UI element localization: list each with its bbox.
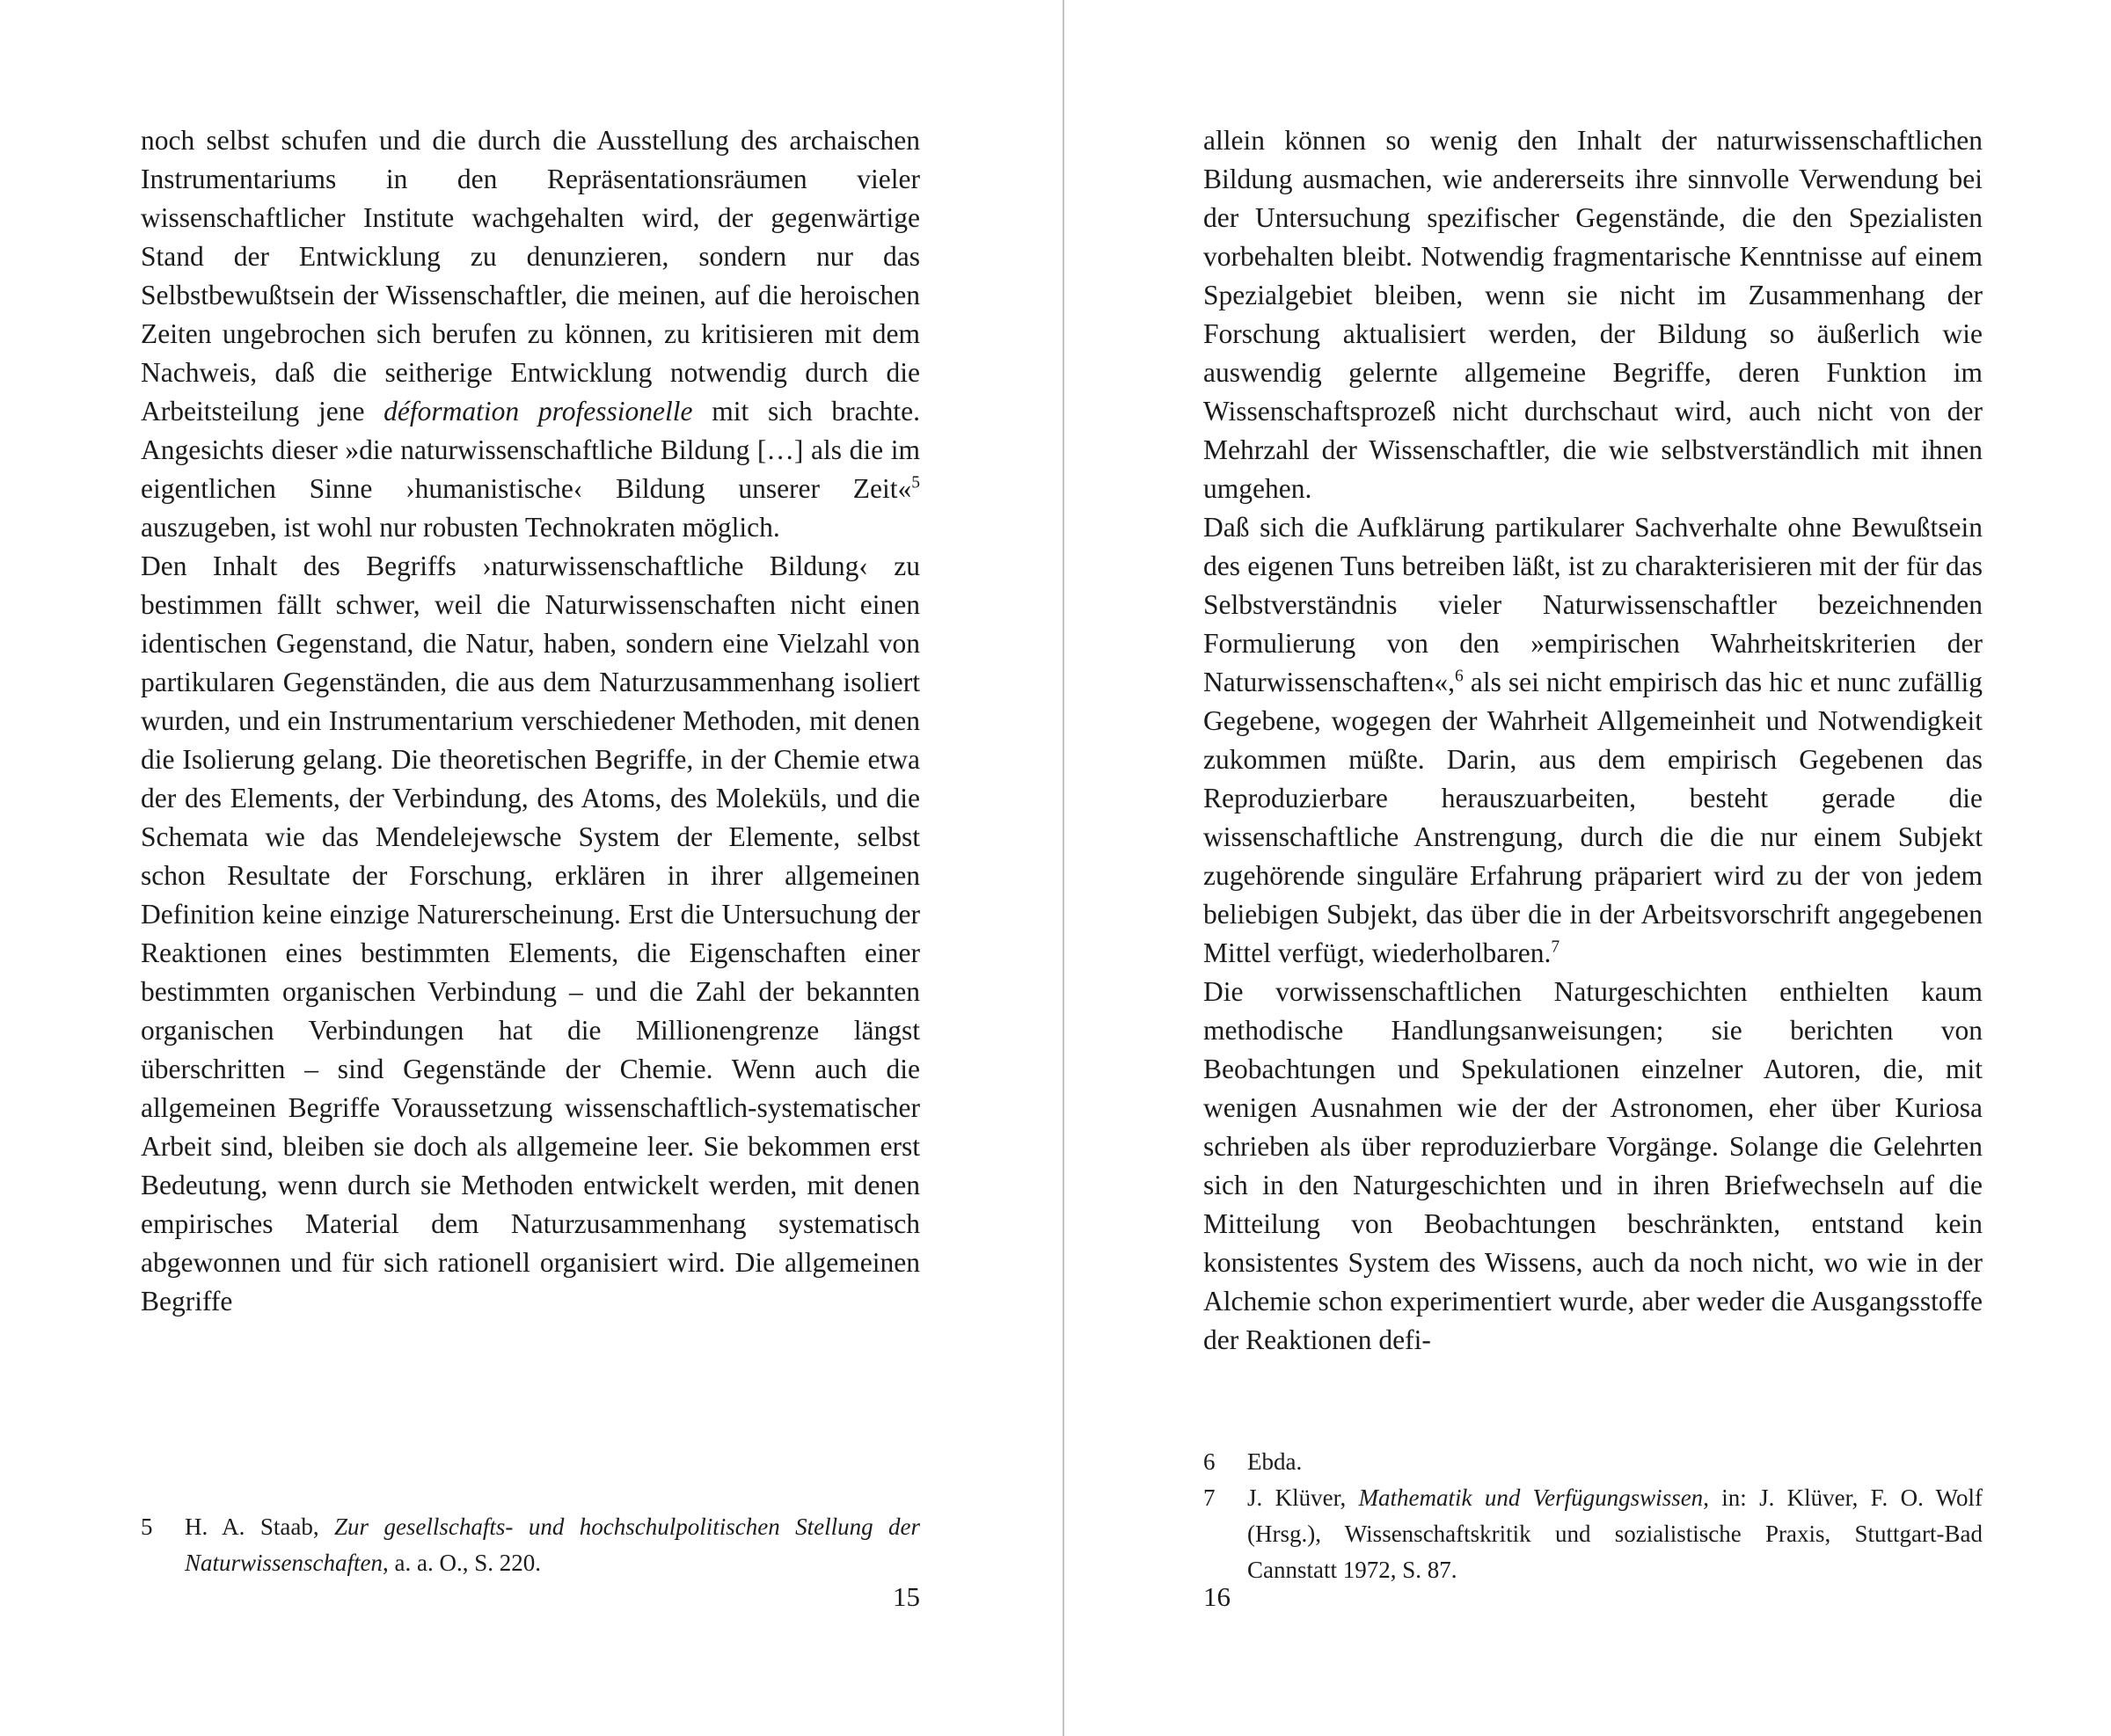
paragraph: Den Inhalt des Begriffs ›naturwissenschaftliche Bildung‹ zu bestimmen fällt schwer, weil die Naturwissenschaften nicht einen identischen Gegenstand, die Natur, haben, sondern eine Vielzahl von partikularen Gegenständen, die aus dem Naturzusammenhang isoliert wurden, und ein Instrumentarium verschiedener Methoden, mit denen die Isolierung gelang. Die theoretischen Begriffe, in der Chemie etwa der des Elements, der Verbindung, des Atoms, des Moleküls, und die Schemata wie das Mendelejewsche System der Elemente, selbst schon Resultate der Forschung, erklären in ihrer allgemeinen Definition keine einzige Naturerscheinung. Erst die Untersuchung der Reaktionen eines bestimmten Elements, die Eigenschaften einer bestimmten organischen Verbindung – und die Zahl der bekannten organischen Verbindungen hat die Millionengrenze längst überschritten – sind Gegenstände der Chemie. Wenn auch die allgemeinen Begriffe Voraussetzung wissenschaftlich-systematischer Arbeit sind, bleiben sie doch als allgemeine leer. Sie bekommen erst Bedeutung, wenn durch sie Methoden entwickelt werden, mit denen empirisches Material dem Naturzusammenhang systematisch abgewonnen und für sich rationell organisiert wird. Die allgemeinen Begriffe <box>141 551 920 1317</box>
body-text-right <box>1203 121 1983 1360</box>
footnotes-left <box>141 1509 920 1581</box>
paragraph: Daß sich die Aufklärung partikularer Sachverhalte ohne Bewußtsein des eigenen Tuns betreiben läßt, ist zu charakterisieren mit der für das Selbstverständnis vieler Naturwissenschaftler bezeichnenden Formulierung von den »empirischen Wahrheitskriterien der Naturwissenschaften«,$^6$ als sei nicht empirisch das hic et nunc zufällig Gegebene, wogegen der Wahrheit Allgemeinheit und Notwendigkeit zukommen müßte. Darin, aus dem empirisch Gegebenen das Reproduzierbare herauszuarbeiten, besteht gerade die wissenschaftliche Anstrengung, durch die die nur einem Subjekt zugehörende singuläre Erfahrung präpariert wird zu der von jedem beliebigen Subjekt, das über die in der Arbeitsvorschrift angegebenen Mittel verfügt, wiederholbaren.$^7$ <box>1203 512 1983 968</box>
paragraph: Die vorwissenschaftlichen Naturgeschichten enthielten kaum methodische Handlungsanweisungen; sie berichten von Beobachtungen und Spekulationen einzelner Autoren, die, mit wenigen Ausnahmen wie der der Astronomen, eher über Kuriosa schrieben als über reproduzierbare Vorgänge. Solange die Gelehrten sich in den Naturgeschichten und in ihren Briefwechseln auf die Mitteilung von Beobachtungen beschränkten, entstand kein konsistentes System des Wissens, auch da noch nicht, wo wie in der Alchemie schon experimentiert wurde, aber weder die Ausgangsstoffe der Reaktionen defi- <box>1203 976 1983 1355</box>
footnote <box>1203 1480 1983 1588</box>
footnote-number: 5 <box>141 1514 153 1540</box>
paragraph: allein können so wenig den Inhalt der naturwissenschaftlichen Bildung ausmachen, wie andererseits ihre sinnvolle Verwendung bei der Untersuchung spezifischer Gegenstände, die den Spezialisten vorbehalten bleibt. Notwendig fragmentarische Kenntnisse auf einem Spezialgebiet bleiben, wenn sie nicht im Zusammenhang der Forschung aktualisiert werden, der Bildung so äußerlich wie auswendig gelernte allgemeine Begriffe, deren Funktion im Wissenschaftsprozeß nicht durchschaut wird, auch nicht von der Mehrzahl der Wissenschaftler, die wie selbstverständlich mit ihnen umgehen. <box>1203 125 1983 504</box>
footnotes-right <box>1203 1444 1983 1588</box>
paragraph: noch selbst schufen und die durch die Ausstellung des archaischen Instrumentariums in den Repräsentationsräumen vieler wissenschaftlicher Institute wachgehalten wird, der gegenwärtige Stand der Entwicklung zu denunzieren, sondern nur das Selbstbewußtsein der Wissenschaftler, die meinen, auf die heroischen Zeiten ungebrochen sich berufen zu können, zu kritisieren mit dem Nachweis, daß die seitherige Entwicklung notwendig durch die Arbeitsteilung jene déformation professionelle mit sich brachte. Angesichts dieser »die naturwissenschaftliche Bildung […] als die im eigentlichen Sinne ›humanistische‹ Bildung unserer Zeit«$^5$ auszugeben, ist wohl nur robusten Technokraten möglich. <box>141 125 920 543</box>
footnote-text: J. Klüver, Mathematik und Verfügungswissen, in: J. Klüver, F. O. Wolf (Hrsg.), Wissenschaftskritik und sozialistische Praxis, Stuttgart-Bad Cannstatt 1972, S. 87. <box>1247 1484 1983 1583</box>
footnote-text: Ebda. <box>1247 1448 1303 1475</box>
footnote-number: 7 <box>1203 1484 1216 1511</box>
footnote <box>1203 1444 1983 1480</box>
footnote <box>141 1509 920 1581</box>
footnote-number: 6 <box>1203 1448 1216 1475</box>
footnote-text: H. A. Staab, Zur gesellschafts- und hochschulpolitischen Stellung der Naturwissenschaften, a. a. O., S. 220. <box>185 1514 921 1576</box>
page-divider <box>1063 0 1064 1736</box>
page-number-left: 15 <box>893 1581 920 1612</box>
page-number-right: 16 <box>1203 1581 1231 1612</box>
body-text-left <box>141 121 920 1321</box>
